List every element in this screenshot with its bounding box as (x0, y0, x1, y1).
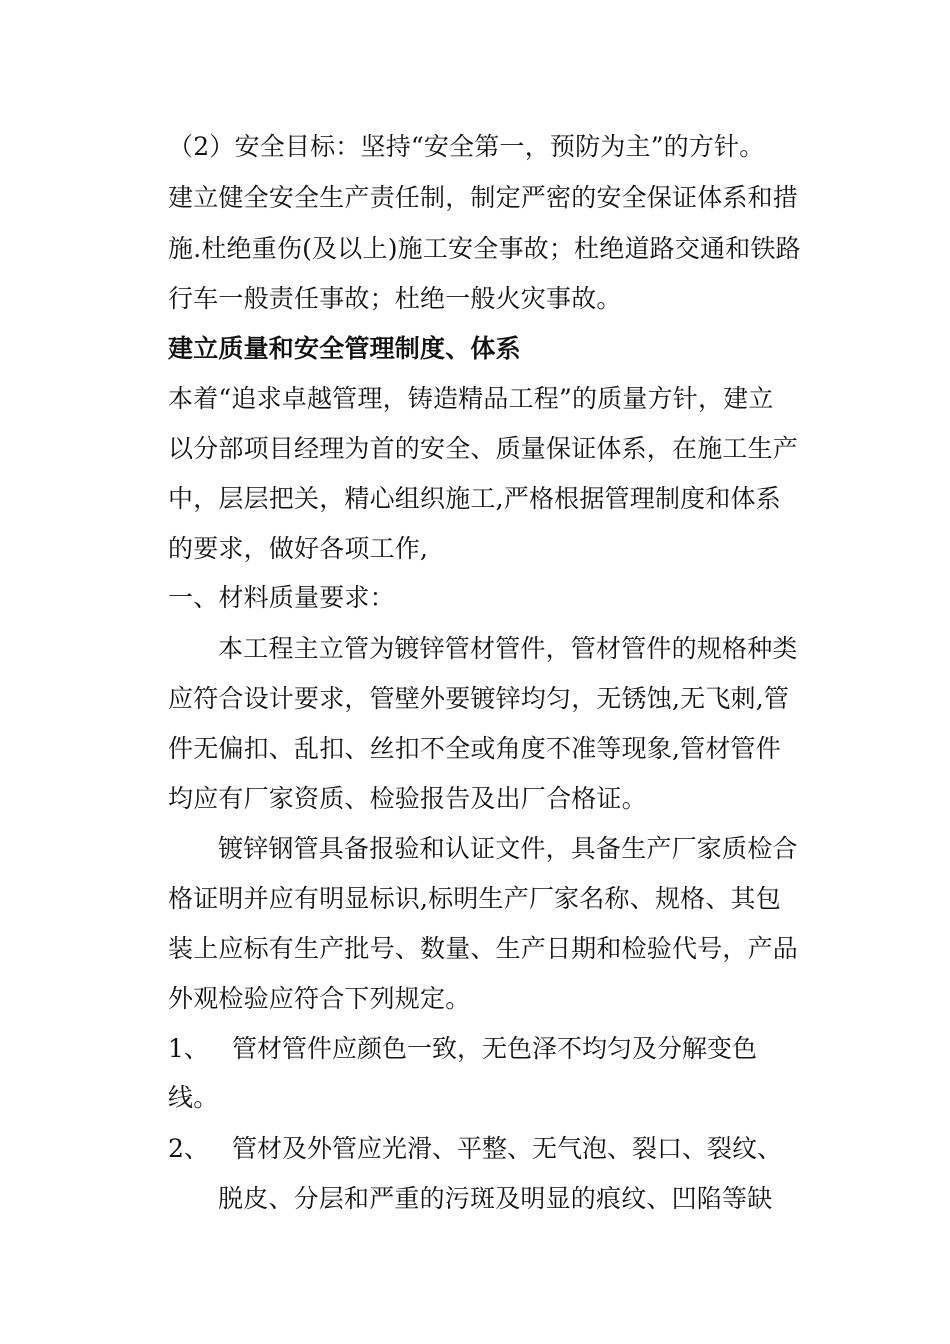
quality-policy-line-2: 以分部项目经理为首的安全、质量保证体系，在施工生产 (168, 434, 799, 463)
material-para2-line-1: 镀锌钢管具备报验和认证文件，具备生产厂家质检合 (218, 834, 798, 863)
material-para1-line-1: 本工程主立管为镀锌管材管件，管材管件的规格种类 (218, 634, 798, 663)
material-para2-line-2: 格证明并应有明显标识,标明生产厂家名称、规格、其包 (168, 884, 781, 913)
quality-policy-line-3: 中，层层把关，精心组织施工,严格根据管理制度和体系 (168, 484, 781, 513)
list-item-1-number: 1、 (168, 1034, 209, 1063)
material-para2-line-4: 外观检验应符合下列规定。 (168, 984, 471, 1013)
safety-goal-line-2: 建立健全安全生产责任制，制定严密的安全保证体系和措 (168, 183, 799, 212)
safety-goal-line-4: 行车一般责任事故；杜绝一般火灾事故。 (168, 284, 622, 313)
material-para2-line-3: 装上应标有生产批号、数量、生产日期和检验代号，产品 (168, 934, 799, 963)
quality-policy-line-4: 的要求，做好各项工作, (168, 534, 429, 563)
safety-goal-line-1: （2）安全目标：坚持“安全第一，预防为主”的方针。 (168, 132, 765, 161)
material-para1-line-4: 均应有厂家资质、检验报告及出厂合格证。 (168, 784, 647, 813)
list-item-2-line-1: 管材及外管应光滑、平整、无气泡、裂口、裂纹、 (232, 1134, 783, 1163)
material-subheading: 一、材料质量要求： (168, 583, 395, 612)
quality-policy-line-1: 本着“追求卓越管理，铸造精品工程”的质量方针，建立 (168, 384, 774, 413)
list-item-1-line-2: 线。 (168, 1083, 219, 1112)
material-para1-line-3: 件无偏扣、乱扣、丝扣不全或角度不准等现象,管材管件 (168, 734, 781, 763)
section-heading: 建立质量和安全管理制度、体系 (168, 334, 521, 363)
list-item-2-line-2: 脱皮、分层和严重的污斑及明显的痕纹、凹陷等缺 (218, 1184, 773, 1213)
safety-goal-line-3: 施.杜绝重伤(及以上)施工安全事故；杜绝道路交通和铁路 (168, 234, 801, 263)
material-para1-line-2: 应符合设计要求，管壁外要镀锌均匀，无锈蚀,无飞刺,管 (168, 684, 790, 713)
list-item-1-line-1: 管材管件应颜色一致，无色泽不均匀及分解变色 (232, 1034, 758, 1063)
list-item-2-number: 2、 (168, 1134, 209, 1163)
